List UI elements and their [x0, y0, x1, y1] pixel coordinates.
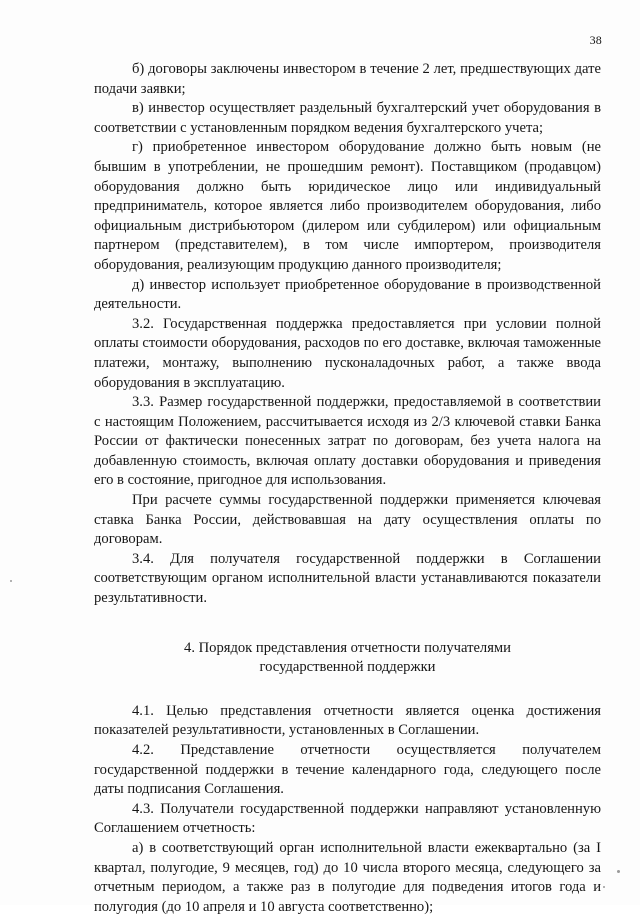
- document-body: [94, 60, 601, 917]
- paragraph-4-2: 4.2. Представление отчетности осуществляется получателем государственной поддержки в течение календарного года, следующего после даты подписания Соглашения.: [94, 742, 601, 798]
- section-4-heading: [94, 639, 601, 678]
- paragraph-3-1-b: б) договоры заключены инвестором в течение 2 лет, предшествующих дате подачи заявки;: [94, 61, 601, 97]
- paragraph-4-3: 4.3. Получатели государственной поддержки направляют установленную Соглашением отчетность:: [94, 800, 601, 837]
- scan-speck: [10, 580, 12, 582]
- scan-speck: [617, 870, 620, 873]
- paragraph-3-1-g: г) приобретенное инвестором оборудование должно быть новым (не бывшим в употреблении, не прошедшим ремонт). Поставщиком (продавцом) оборудования должно быть юридическое лицо или индивидуальный предприниматель, которое является либо производителем оборудования, либо официальным дистрибьютором (дилером или субдилером) или официальным партнером (представителем), в том числе импортером, производителя оборудования, реализующим продукцию данного производителя;: [94, 139, 601, 273]
- scan-speck: [603, 886, 605, 888]
- paragraph-3-2: 3.2. Государственная поддержка предоставляется при условии полной оплаты стоимости оборудования, расходов по его доставке, включая таможенные платежи, монтажу, выполнению пусконаладочных работ, а также ввода оборудования в эксплуатацию.: [94, 315, 601, 391]
- section-4-heading-line1: 4. Порядок представления отчетности получателями: [184, 639, 511, 656]
- paragraph-3-1-d: д) инвестор использует приобретенное оборудование в производственной деятельности.: [94, 276, 601, 313]
- paragraph-4-1: 4.1. Целью представления отчетности является оценка достижения показателей результативности, установленных в Соглашении.: [94, 702, 601, 739]
- paragraph-4-3-a: а) в соответствующий орган исполнительной власти ежеквартально (за I квартал, полугодие, 9 месяцев, год) до 10 числа второго месяца, следующего за отчетным периодом, а также раз в полугодие для подведения итогов года и полугодия (до 10 апреля и 10 августа соответственно);: [94, 839, 601, 915]
- paragraph-3-1-v: в) инвестор осуществляет раздельный бухгалтерский учет оборудования в соответствии с установленным порядком ведения бухгалтерского учета;: [94, 100, 601, 136]
- section-4-heading-line2: государственной поддержки: [259, 659, 436, 676]
- paragraph-3-4: 3.4. Для получателя государственной поддержки в Соглашении соответствующим органом исполнительной власти устанавливаются показатели результативности.: [94, 550, 601, 607]
- paragraph-3-3: 3.3. Размер государственной поддержки, предоставляемой в соответствии с настоящим Положением, рассчитывается исходя из 2/3 ключевой ставки Банка России от фактически понесенных затрат по договорам, без учета налога на добавленную стоимость, включая оплату доставки оборудования и приведения его в состояние, пригодное для использования.: [94, 394, 601, 489]
- paragraph-key-rate: При расчете суммы государственной поддержки применяется ключевая ставка Банка России, действовавшая на дату осуществления оплаты по договорам.: [94, 492, 601, 548]
- page-number: 38: [589, 33, 602, 47]
